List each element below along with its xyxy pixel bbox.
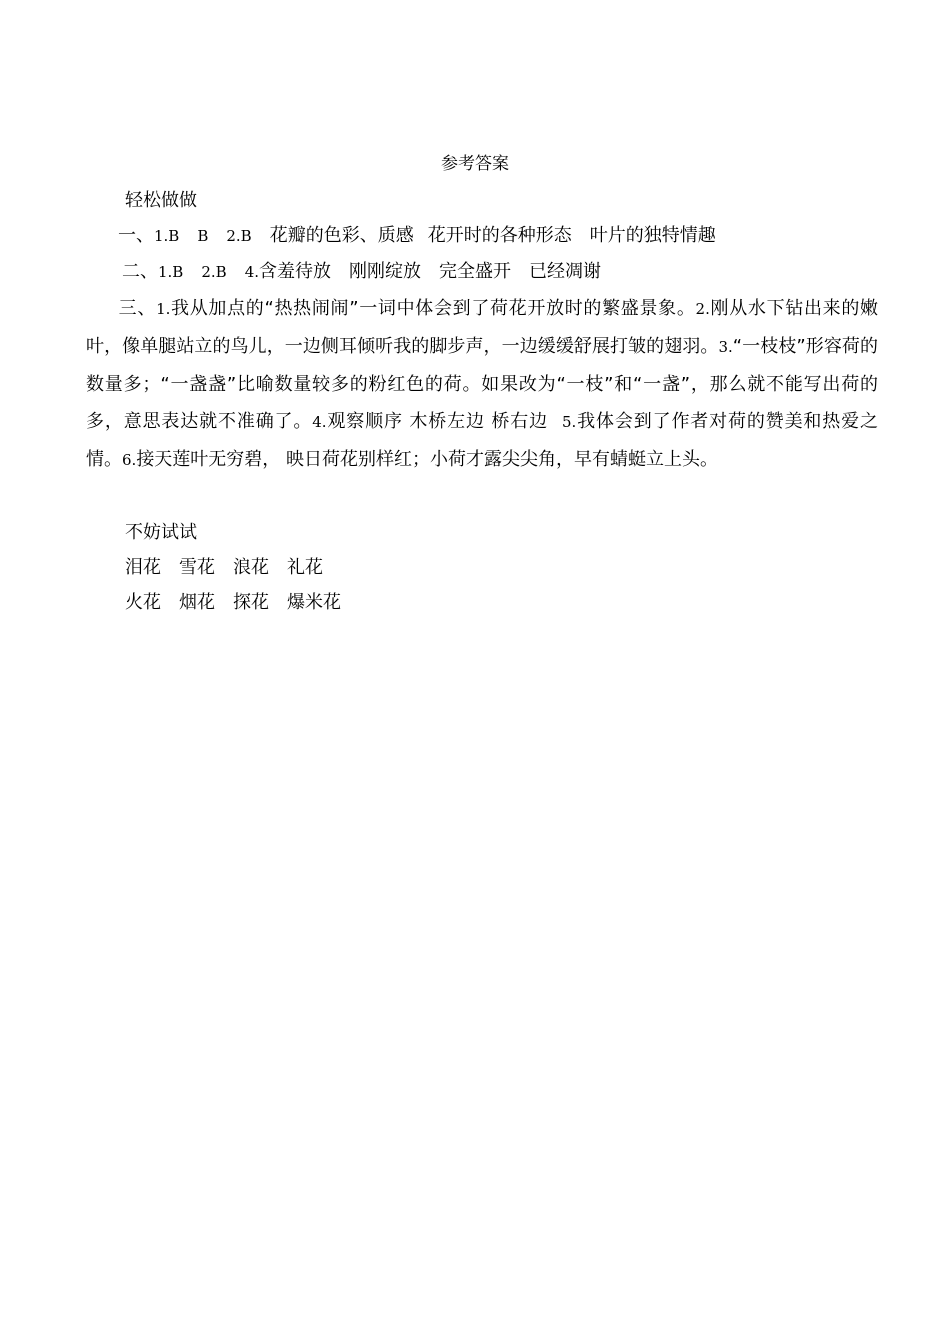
answer-2-text-4: 已经凋谢: [529, 261, 601, 282]
answer-1-text-1: 花瓣的色彩、质感: [269, 225, 414, 246]
word-row-2: [125, 590, 915, 616]
answer-3-num-3: 3.: [718, 338, 733, 356]
answer-2-1: 1.B: [158, 263, 184, 281]
answer-3-sentence-5: 我体会到了作者对荷的赞美和热爱之情。: [86, 411, 878, 470]
answer-2-text-2: 刚刚绽放: [349, 261, 421, 282]
answer-3-num-2: 2.: [695, 300, 710, 318]
answer-3-num-1: 1.: [156, 300, 171, 318]
answer-2-text-1: 含羞待放: [259, 261, 331, 282]
answer-line-1: [118, 223, 908, 249]
word-item: 泪花: [125, 557, 161, 578]
word-item: 礼花: [287, 557, 323, 578]
answer-3-num-6: 6.: [122, 451, 137, 469]
section-heading-easy: 轻松做做: [125, 190, 197, 211]
section-heading-try: 不妨试试: [125, 522, 197, 543]
answer-line-2: [122, 259, 912, 285]
answer-3-sentence-4: 观察顺序 木桥左边 桥右边: [326, 411, 548, 432]
answer-3-sentence-3: “一枝枝”形容荷的数量多；“一盏盏”比喻数量较多的粉红色的荷。如果改为“一枝”和“一盏”，那么就不能写出荷的多，意思表达就不准确了。: [86, 336, 878, 432]
word-item: 雪花: [179, 557, 215, 578]
word-item: 火花: [125, 592, 161, 613]
word-item: 浪花: [233, 557, 269, 578]
word-item: 探花: [233, 592, 269, 613]
answer-paragraph-3: [86, 290, 878, 479]
answer-2-4: 4.: [244, 263, 259, 281]
answer-1-text-3: 叶片的独特情趣: [589, 225, 716, 246]
answer-3-num-4: 4.: [312, 413, 327, 431]
answer-2-2: 2.B: [201, 263, 227, 281]
answer-1-2: 2.B: [226, 227, 252, 245]
page-title: 参考答案: [441, 154, 509, 174]
answer-2-text-3: 完全盛开: [439, 261, 511, 282]
answer-3-sentence-2: 刚从水下钻出来的嫩叶，像单腿站立的鸟儿，一边侧耳倾听我的脚步声，一边缓缓舒展打皱的翅羽。: [86, 298, 879, 357]
answer-1-text-2: 花开时的各种形态: [427, 225, 572, 246]
word-item: 烟花: [179, 592, 215, 613]
question-label-3: 三、: [118, 298, 157, 319]
word-item: 爆米花: [287, 592, 341, 613]
word-row-1: [125, 555, 915, 581]
answer-3-sentence-6: 接天莲叶无穷碧， 映日荷花别样红；小荷才露尖尖角，早有蜻蜓立上头。: [136, 449, 719, 470]
answer-3-num-5: 5.: [562, 413, 577, 431]
answer-1-1b: B: [197, 227, 209, 245]
question-label-1: 一、: [118, 225, 154, 246]
question-label-2: 二、: [122, 261, 158, 282]
answer-1-1: 1.B: [154, 227, 180, 245]
answer-3-sentence-1: 我从加点的“热热闹闹”一词中体会到了荷花开放时的繁盛景象。: [170, 298, 696, 319]
